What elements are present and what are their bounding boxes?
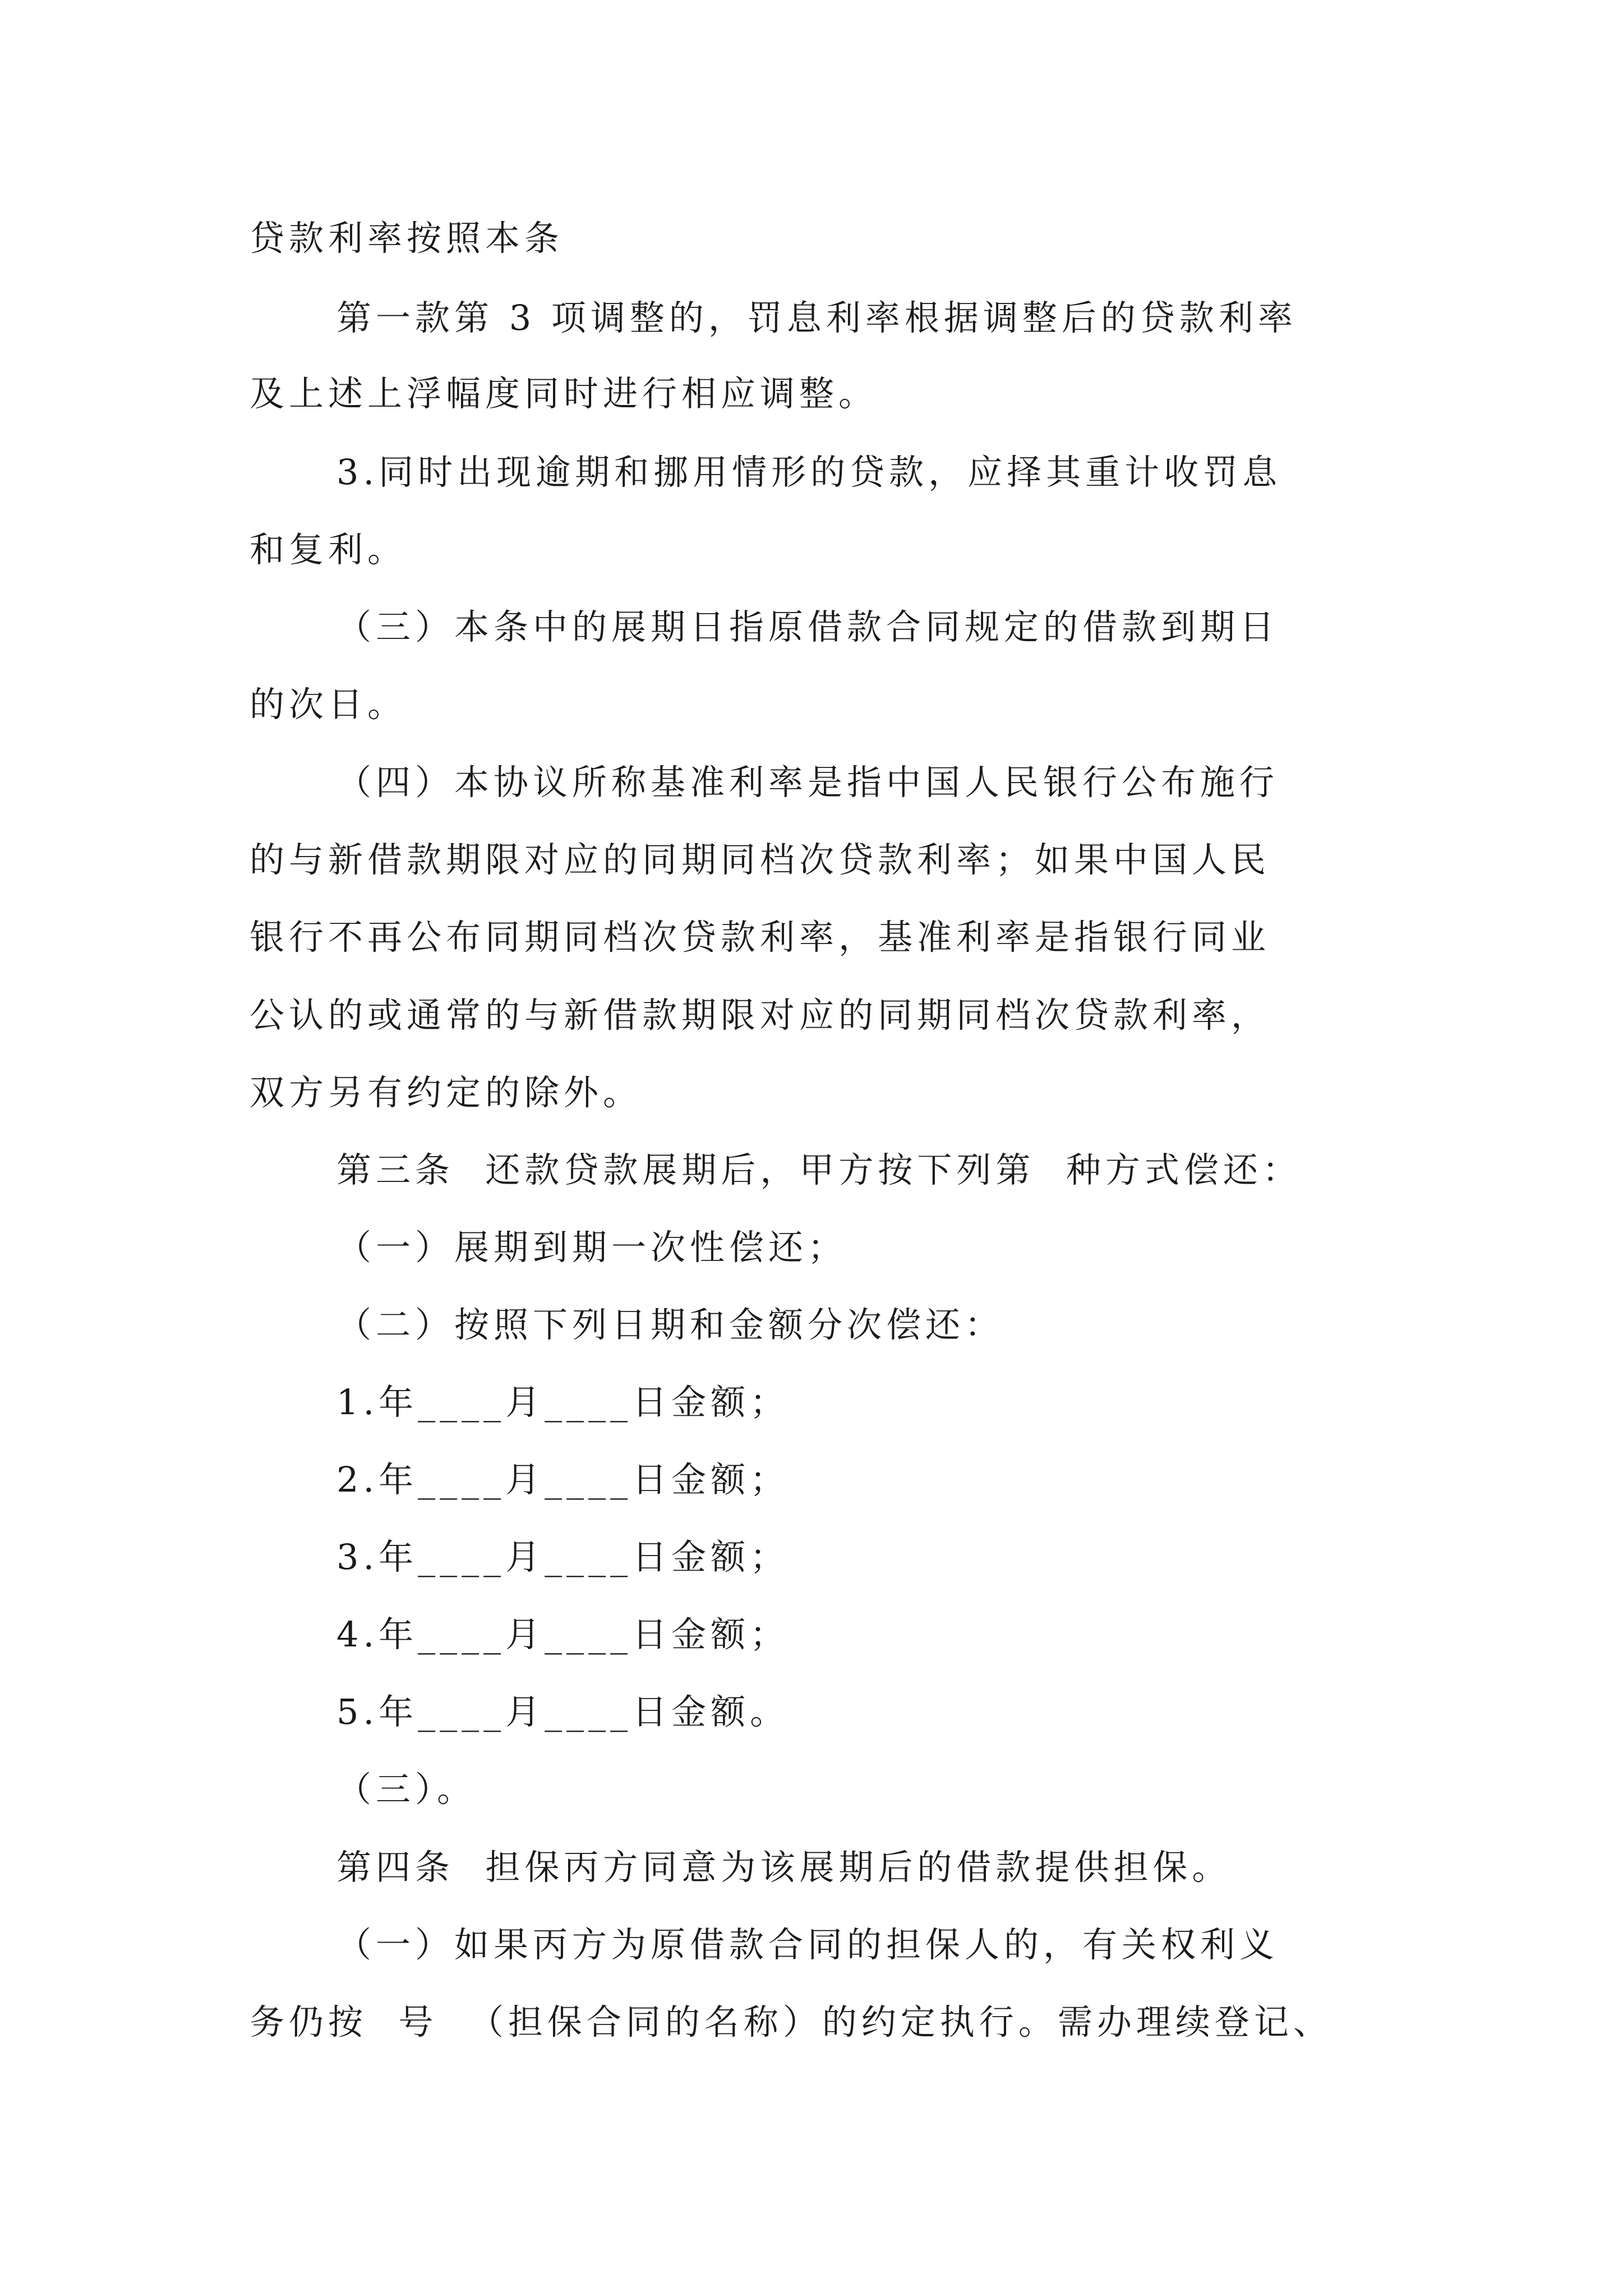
text-line: （一）展期到期一次性偿还； (336, 1227, 847, 1268)
text-line: 3.同时出现逾期和挪用情形的贷款，应择其重计收罚息 (336, 452, 1282, 493)
text-line: 4.年____月____日金额； (336, 1614, 790, 1655)
text-line: 5.年____月____日金额。 (336, 1691, 790, 1732)
text-line: 3.年____月____日金额； (336, 1536, 790, 1577)
text-line: （三）本条中的展期日指原借款合同规定的借款到期日 (336, 606, 1279, 647)
text-line: 第一款第 3 项调整的，罚息利率根据调整后的贷款利率 (336, 297, 1297, 338)
text-line: 公认的或通常的与新借款期限对应的同期同档次贷款利率， (250, 995, 1271, 1036)
text-line: 银行不再公布同期同档次贷款利率，基准利率是指银行同业 (250, 917, 1271, 958)
text-line: （二）按照下列日期和金额分次偿还： (336, 1304, 1004, 1345)
text-line: 的与新借款期限对应的同期同档次贷款利率；如果中国人民 (250, 839, 1271, 880)
text-line: 1.年____月____日金额； (336, 1382, 790, 1423)
text-line: 和复利。 (250, 529, 407, 570)
text-line: 及上述上浮幅度同时进行相应调整。 (250, 373, 878, 414)
text-line: 的次日。 (250, 684, 407, 725)
text-line: 第三条 还款贷款展期后，甲方按下列第 种方式偿还： (336, 1149, 1302, 1190)
text-line: （三）。 (336, 1769, 477, 1810)
text-line: 2.年____月____日金额； (336, 1459, 790, 1500)
text-line: （四）本协议所称基准利率是指中国人民银行公布施行 (336, 762, 1279, 803)
text-line: （一）如果丙方为原借款合同的担保人的，有关权利义 (336, 1924, 1279, 1965)
text-line: 双方另有约定的除外。 (250, 1072, 643, 1113)
text-line: 务仍按 号 （担保合同的名称）的约定执行。需办理续登记、 (250, 2001, 1332, 2042)
text-line: 贷款利率按照本条 (250, 218, 564, 259)
text-line: 第四条 担保丙方同意为该展期后的借款提供担保。 (336, 1847, 1232, 1888)
